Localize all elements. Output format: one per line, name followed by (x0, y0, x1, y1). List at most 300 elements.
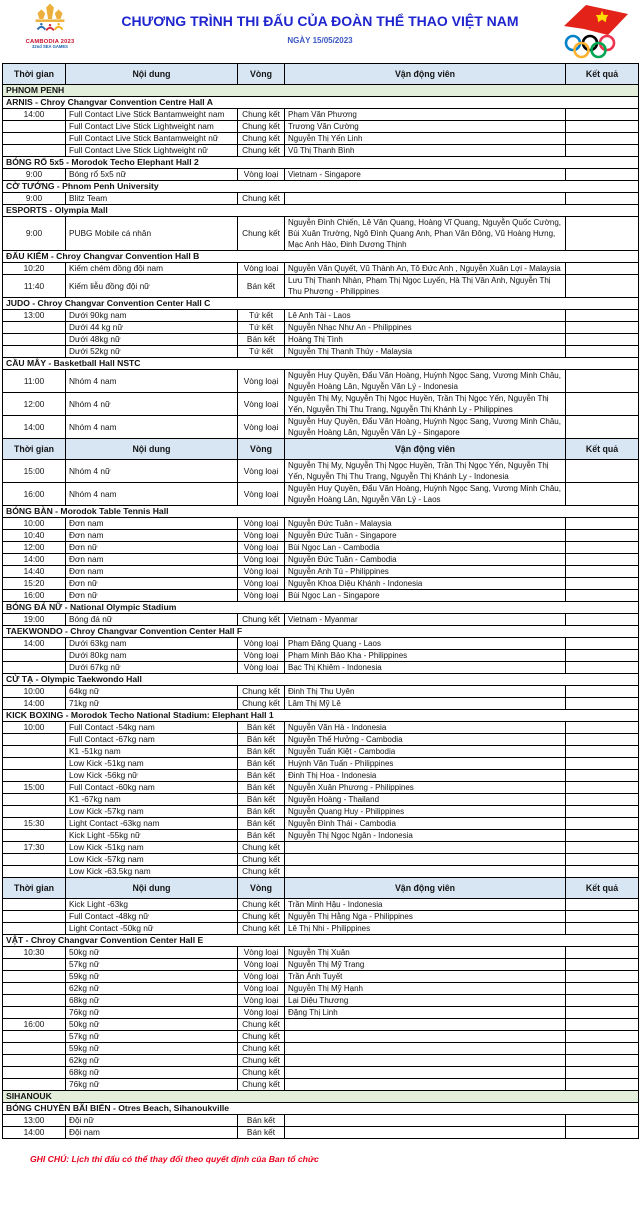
header-titles (95, 0, 545, 45)
round-cell: Chung kết (238, 1031, 285, 1043)
left-logo-title: CAMBODIA 2023 (25, 38, 75, 45)
column-header-row (3, 439, 639, 460)
venue-row (3, 251, 639, 263)
result-cell (566, 923, 639, 935)
round-cell: Bán kết (238, 722, 285, 734)
result-cell (566, 1043, 639, 1055)
event-cell: Low Kick -63.5kg nam (66, 866, 238, 878)
result-cell (566, 698, 639, 710)
round-cell: Chung kết (238, 911, 285, 923)
athletes-cell: Nguyễn Thị My, Nguyễn Thị Ngọc Huyền, Trần Thị Ngọc Yến, Nguyễn Thị Yến, Nguyễn Thị Thu Trang, Nguyễn Thị Khánh Ly - Indonesia (285, 460, 566, 483)
time-cell: 17:30 (3, 842, 66, 854)
athletes-cell: Bùi Ngọc Lan - Cambodia (285, 542, 566, 554)
athletes-cell: Nguyễn Thị Thanh Thúy - Malaysia (285, 346, 566, 358)
round-cell: Bán kết (238, 758, 285, 770)
athletes-cell: Trương Văn Cường (285, 121, 566, 133)
result-cell (566, 483, 639, 506)
venue-row (3, 710, 639, 722)
event-cell: 64kg nữ (66, 686, 238, 698)
result-cell (566, 263, 639, 275)
event-cell: Full Contact Live Stick Lightweight nam (66, 121, 238, 133)
event-cell: Nhóm 4 nữ (66, 393, 238, 416)
event-cell: 68kg nữ (66, 1067, 238, 1079)
col-header-athletes: Vận động viên (285, 878, 566, 899)
event-cell: Full Contact -67kg nam (66, 734, 238, 746)
result-cell (566, 638, 639, 650)
time-cell (3, 770, 66, 782)
round-cell: Chung kết (238, 899, 285, 911)
column-header-row (3, 878, 639, 899)
result-cell (566, 806, 639, 818)
match-row (3, 650, 639, 662)
match-row (3, 310, 639, 322)
venue-label: CỬ TẠ - Olympic Taekwondo Hall (3, 674, 639, 686)
time-cell (3, 1043, 66, 1055)
result-cell (566, 566, 639, 578)
athletes-cell: Nguyễn Thế Hưởng - Cambodia (285, 734, 566, 746)
col-header-result: Kết quả (566, 64, 639, 85)
event-cell: Dưới 44 kg nữ (66, 322, 238, 334)
result-cell (566, 782, 639, 794)
match-row (3, 734, 639, 746)
time-cell: 10:20 (3, 263, 66, 275)
time-cell (3, 794, 66, 806)
time-cell: 10:00 (3, 518, 66, 530)
time-cell (3, 662, 66, 674)
time-cell (3, 121, 66, 133)
round-cell: Vòng loại (238, 995, 285, 1007)
olympic-rings-icon (566, 36, 614, 57)
footer-note: GHI CHÚ: Lịch thi đấu có thể thay đổi theo quyết định của Ban tổ chức (30, 1154, 319, 1164)
venue-label: JUDO - Chroy Changvar Convention Center Hall C (3, 298, 639, 310)
match-row (3, 1043, 639, 1055)
match-row (3, 263, 639, 275)
athletes-cell: Nguyễn Thị Hằng Nga - Philippines (285, 911, 566, 923)
result-cell (566, 770, 639, 782)
event-cell: Full Contact Live Stick Bantamweight nữ (66, 133, 238, 145)
col-header-athletes: Vận động viên (285, 64, 566, 85)
round-cell: Chung kết (238, 698, 285, 710)
round-cell: Bán kết (238, 334, 285, 346)
event-cell: 57kg nữ (66, 959, 238, 971)
time-cell: 15:20 (3, 578, 66, 590)
round-cell: Bán kết (238, 734, 285, 746)
match-row (3, 842, 639, 854)
venue-label: CỜ TƯỚNG - Phnom Penh University (3, 181, 639, 193)
time-cell: 10:00 (3, 686, 66, 698)
round-cell: Bán kết (238, 275, 285, 298)
result-cell (566, 334, 639, 346)
match-row (3, 686, 639, 698)
time-cell: 14:00 (3, 416, 66, 439)
time-cell (3, 133, 66, 145)
result-cell (566, 794, 639, 806)
time-cell (3, 322, 66, 334)
result-cell (566, 169, 639, 181)
athletes-cell: Vũ Thị Thanh Bình (285, 145, 566, 157)
event-cell: 59kg nữ (66, 1043, 238, 1055)
result-cell (566, 995, 639, 1007)
round-cell: Vòng loại (238, 590, 285, 602)
athletes-cell: Nguyễn Văn Quyết, Vũ Thành An, Tô Đức Anh , Nguyễn Xuân Lợi - Malaysia (285, 263, 566, 275)
round-cell: Chung kết (238, 109, 285, 121)
col-header-round: Vòng (238, 64, 285, 85)
athletes-cell (285, 193, 566, 205)
athletes-cell: Trần Ánh Tuyết (285, 971, 566, 983)
result-cell (566, 854, 639, 866)
time-cell: 9:00 (3, 217, 66, 251)
match-row (3, 638, 639, 650)
athletes-cell (285, 1115, 566, 1127)
match-row (3, 322, 639, 334)
athletes-cell: Nguyễn Xuân Phương - Philippines (285, 782, 566, 794)
venue-label: CẦU MÂY - Basketball Hall NSTC (3, 358, 639, 370)
result-cell (566, 1127, 639, 1139)
match-row (3, 542, 639, 554)
athletes-cell: Nguyễn Huy Quyền, Đẩu Văn Hoàng, Huỳnh Ngọc Sang, Vương Minh Châu, Nguyễn Hoàng Lân, Nguyễn Văn Lý - Laos (285, 483, 566, 506)
round-cell: Vòng loại (238, 983, 285, 995)
page-header (0, 0, 640, 63)
athletes-cell: Nguyễn Khoa Diệu Khánh - Indonesia (285, 578, 566, 590)
city-label: SIHANOUK (3, 1091, 639, 1103)
time-cell: 14:00 (3, 109, 66, 121)
venue-row (3, 506, 639, 518)
result-cell (566, 310, 639, 322)
round-cell: Vòng loại (238, 370, 285, 393)
time-cell (3, 830, 66, 842)
round-cell: Vòng loại (238, 1007, 285, 1019)
col-header-time: Thời gian (3, 439, 66, 460)
event-cell: 50kg nữ (66, 1019, 238, 1031)
round-cell: Chung kết (238, 121, 285, 133)
event-cell: Đội nữ (66, 1115, 238, 1127)
result-cell (566, 983, 639, 995)
round-cell: Vòng loại (238, 578, 285, 590)
event-cell: Dưới 80kg nam (66, 650, 238, 662)
round-cell: Bán kết (238, 1115, 285, 1127)
athletes-cell (285, 1055, 566, 1067)
match-row (3, 578, 639, 590)
round-cell: Chung kết (238, 1067, 285, 1079)
result-cell (566, 542, 639, 554)
event-cell: Full Contact -60kg nam (66, 782, 238, 794)
page-title: CHƯƠNG TRÌNH THI ĐẤU CỦA ĐOÀN THỂ THAO VIỆT NAM (121, 13, 519, 29)
result-cell (566, 1031, 639, 1043)
result-cell (566, 109, 639, 121)
time-cell: 9:00 (3, 169, 66, 181)
result-cell (566, 1019, 639, 1031)
match-row (3, 854, 639, 866)
round-cell: Vòng loại (238, 460, 285, 483)
result-cell (566, 1115, 639, 1127)
event-cell: Full Contact Live Stick Lightweight nữ (66, 145, 238, 157)
schedule-table (2, 63, 639, 1139)
result-cell (566, 393, 639, 416)
athletes-cell: Nguyễn Nhạc Như An - Philippines (285, 322, 566, 334)
match-row (3, 971, 639, 983)
match-row (3, 1055, 639, 1067)
round-cell: Bán kết (238, 830, 285, 842)
event-cell: Light Contact -50kg nữ (66, 923, 238, 935)
time-cell (3, 734, 66, 746)
time-cell (3, 854, 66, 866)
match-row (3, 566, 639, 578)
round-cell: Chung kết (238, 1019, 285, 1031)
vietnam-flag-icon (564, 5, 628, 35)
result-cell (566, 746, 639, 758)
athletes-cell: Nguyễn Tuấn Kiệt - Cambodia (285, 746, 566, 758)
venue-label: TAEKWONDO - Chroy Changvar Convention Center Hall F (3, 626, 639, 638)
result-cell (566, 322, 639, 334)
venue-label: BÓNG RỔ 5x5 - Morodok Techo Elephant Hall 2 (3, 157, 639, 169)
match-row (3, 830, 639, 842)
col-header-event: Nội dung (66, 64, 238, 85)
athletes-cell (285, 1031, 566, 1043)
match-row (3, 794, 639, 806)
time-cell (3, 1067, 66, 1079)
venue-label: KICK BOXING - Morodok Techo National Stadium: Elephant Hall 1 (3, 710, 639, 722)
result-cell (566, 662, 639, 674)
time-cell: 11:00 (3, 370, 66, 393)
match-row (3, 758, 639, 770)
venue-label: BÓNG CHUYỀN BÃI BIỂN - Otres Beach, Sihanoukville (3, 1103, 639, 1115)
athletes-cell: Nguyễn Văn Hà - Indonesia (285, 722, 566, 734)
event-cell: K1 -67kg nam (66, 794, 238, 806)
time-cell: 12:00 (3, 393, 66, 416)
time-cell: 15:00 (3, 460, 66, 483)
event-cell: Dưới 67kg nữ (66, 662, 238, 674)
event-cell: Đội nam (66, 1127, 238, 1139)
city-row (3, 85, 639, 97)
match-row (3, 1031, 639, 1043)
athletes-cell: Nguyễn Thị Mỹ Trang (285, 959, 566, 971)
event-cell: 68kg nữ (66, 995, 238, 1007)
athletes-cell: Đặng Thị Linh (285, 1007, 566, 1019)
result-cell (566, 578, 639, 590)
round-cell: Chung kết (238, 133, 285, 145)
result-cell (566, 590, 639, 602)
vietnam-olympic-logo (558, 2, 632, 65)
match-row (3, 818, 639, 830)
round-cell: Tứ kết (238, 322, 285, 334)
athletes-cell (285, 1043, 566, 1055)
event-cell: Kick Light -55kg nữ (66, 830, 238, 842)
event-cell: Full Contact -48kg nữ (66, 911, 238, 923)
match-row (3, 923, 639, 935)
round-cell: Vòng loại (238, 566, 285, 578)
event-cell: 62kg nữ (66, 983, 238, 995)
event-cell: Blitz Team (66, 193, 238, 205)
round-cell: Chung kết (238, 1079, 285, 1091)
round-cell: Chung kết (238, 1043, 285, 1055)
round-cell: Bán kết (238, 1127, 285, 1139)
venue-label: BÓNG ĐÁ NỮ - National Olympic Stadium (3, 602, 639, 614)
result-cell (566, 416, 639, 439)
left-logo-subtitle: 32nd SEA GAMES (32, 43, 68, 49)
result-cell (566, 959, 639, 971)
event-cell: Kiếm liễu đồng đội nữ (66, 275, 238, 298)
match-row (3, 899, 639, 911)
venue-row (3, 358, 639, 370)
seagames-cambodia-logo (14, 3, 86, 50)
athletes-cell: Đinh Thị Thu Uyên (285, 686, 566, 698)
round-cell: Bán kết (238, 794, 285, 806)
match-row (3, 169, 639, 181)
result-cell (566, 734, 639, 746)
event-cell: Đơn nữ (66, 542, 238, 554)
round-cell: Vòng loại (238, 650, 285, 662)
match-row (3, 416, 639, 439)
result-cell (566, 899, 639, 911)
event-cell: Dưới 52kg nữ (66, 346, 238, 358)
result-cell (566, 650, 639, 662)
result-cell (566, 686, 639, 698)
result-cell (566, 121, 639, 133)
time-cell (3, 899, 66, 911)
time-cell (3, 911, 66, 923)
time-cell (3, 866, 66, 878)
time-cell (3, 959, 66, 971)
match-row (3, 983, 639, 995)
angkor-temple-icon (26, 3, 74, 33)
result-cell (566, 830, 639, 842)
event-cell: Đơn nam (66, 530, 238, 542)
round-cell: Bán kết (238, 770, 285, 782)
athletes-cell: Phạm Văn Phương (285, 109, 566, 121)
col-header-event: Nội dung (66, 439, 238, 460)
venue-row (3, 602, 639, 614)
time-cell: 11:40 (3, 275, 66, 298)
time-cell: 10:30 (3, 947, 66, 959)
event-cell: Đơn nữ (66, 590, 238, 602)
event-cell: Low Kick -57kg nam (66, 854, 238, 866)
result-cell (566, 554, 639, 566)
match-row (3, 770, 639, 782)
round-cell: Bán kết (238, 782, 285, 794)
round-cell: Chung kết (238, 923, 285, 935)
time-cell (3, 923, 66, 935)
round-cell: Vòng loại (238, 971, 285, 983)
match-row (3, 866, 639, 878)
match-row (3, 806, 639, 818)
event-cell: Nhóm 4 nam (66, 370, 238, 393)
match-row (3, 145, 639, 157)
athletes-cell (285, 1019, 566, 1031)
match-row (3, 1115, 639, 1127)
match-row (3, 782, 639, 794)
round-cell: Vòng loại (238, 416, 285, 439)
athletes-cell: Huỳnh Văn Tuấn - Philippines (285, 758, 566, 770)
time-cell: 13:00 (3, 1115, 66, 1127)
event-cell: Dưới 48kg nữ (66, 334, 238, 346)
col-header-result: Kết quả (566, 878, 639, 899)
event-cell: Đơn nam (66, 518, 238, 530)
time-cell (3, 1079, 66, 1091)
round-cell: Vòng loại (238, 542, 285, 554)
athletes-cell: Lâm Thị Mỹ Lê (285, 698, 566, 710)
time-cell (3, 346, 66, 358)
round-cell: Vòng loại (238, 169, 285, 181)
time-cell (3, 145, 66, 157)
result-cell (566, 217, 639, 251)
time-cell (3, 995, 66, 1007)
event-cell: Nhóm 4 nữ (66, 460, 238, 483)
city-label: PHNOM PENH (3, 85, 639, 97)
result-cell (566, 193, 639, 205)
event-cell: 59kg nữ (66, 971, 238, 983)
athletes-cell: Vietnam - Myanmar (285, 614, 566, 626)
event-cell: 50kg nữ (66, 947, 238, 959)
col-header-time: Thời gian (3, 64, 66, 85)
event-cell: Đơn nữ (66, 578, 238, 590)
event-cell: K1 -51kg nam (66, 746, 238, 758)
round-cell: Chung kết (238, 866, 285, 878)
event-cell: Full Contact -54kg nam (66, 722, 238, 734)
match-row (3, 614, 639, 626)
venue-row (3, 298, 639, 310)
match-row (3, 1127, 639, 1139)
athletes-cell: Phạm Đăng Quang - Laos (285, 638, 566, 650)
match-row (3, 460, 639, 483)
athletes-cell: Phạm Minh Bảo Kha - Philippines (285, 650, 566, 662)
time-cell (3, 1031, 66, 1043)
match-row (3, 746, 639, 758)
event-cell: 76kg nữ (66, 1079, 238, 1091)
time-cell: 15:30 (3, 818, 66, 830)
result-cell (566, 346, 639, 358)
athletes-cell: Lê Thị Nhi - Philippines (285, 923, 566, 935)
athletes-cell: Trần Minh Hậu - Indonesia (285, 899, 566, 911)
round-cell: Chung kết (238, 842, 285, 854)
round-cell: Vòng loại (238, 662, 285, 674)
time-cell: 16:00 (3, 483, 66, 506)
time-cell: 16:00 (3, 1019, 66, 1031)
time-cell: 15:00 (3, 782, 66, 794)
match-row (3, 133, 639, 145)
col-header-round: Vòng (238, 439, 285, 460)
result-cell (566, 818, 639, 830)
athletes-cell: Nguyễn Thị Mỹ Hạnh (285, 983, 566, 995)
round-cell: Chung kết (238, 614, 285, 626)
venue-label: ARNIS - Chroy Changvar Convention Centre Hall A (3, 97, 639, 109)
event-cell: Nhóm 4 nam (66, 483, 238, 506)
round-cell: Vòng loại (238, 263, 285, 275)
event-cell: Full Contact Live Stick Bantamweight nam (66, 109, 238, 121)
athletes-cell (285, 1079, 566, 1091)
venue-row (3, 626, 639, 638)
col-header-event: Nội dung (66, 878, 238, 899)
time-cell (3, 758, 66, 770)
time-cell: 13:00 (3, 310, 66, 322)
athletes-cell: Đinh Thị Hoa - Indonesia (285, 770, 566, 782)
round-cell: Vòng loại (238, 518, 285, 530)
venue-row (3, 205, 639, 217)
page-date: NGÀY 15/05/2023 (287, 36, 353, 45)
event-cell: Kick Light -63kg (66, 899, 238, 911)
time-cell: 14:00 (3, 698, 66, 710)
athletes-cell: Bạc Thị Khiêm - Indonesia (285, 662, 566, 674)
round-cell: Tứ kết (238, 310, 285, 322)
time-cell: 14:00 (3, 638, 66, 650)
round-cell: Vòng loại (238, 530, 285, 542)
athletes-cell: Nguyễn Thị My, Nguyễn Thị Ngọc Huyền, Trần Thị Ngọc Yến, Nguyễn Thị Yến, Nguyễn Thị Thu Trang, Nguyễn Thị Khánh Ly - Philippines (285, 393, 566, 416)
match-row (3, 334, 639, 346)
round-cell: Chung kết (238, 145, 285, 157)
venue-label: BÓNG BÀN - Morodok Table Tennis Hall (3, 506, 639, 518)
col-header-time: Thời gian (3, 878, 66, 899)
athletes-cell: Nguyễn Đình Chiến, Lê Văn Quang, Hoàng Vĩ Quang, Nguyễn Quốc Cường, Bùi Xuân Trường, Ngô Đình Quang Anh, Phan Văn Đông, Vũ Hoàng Hưng, Mạc Anh Hào, Đinh Dương Thịnh (285, 217, 566, 251)
match-row (3, 275, 639, 298)
